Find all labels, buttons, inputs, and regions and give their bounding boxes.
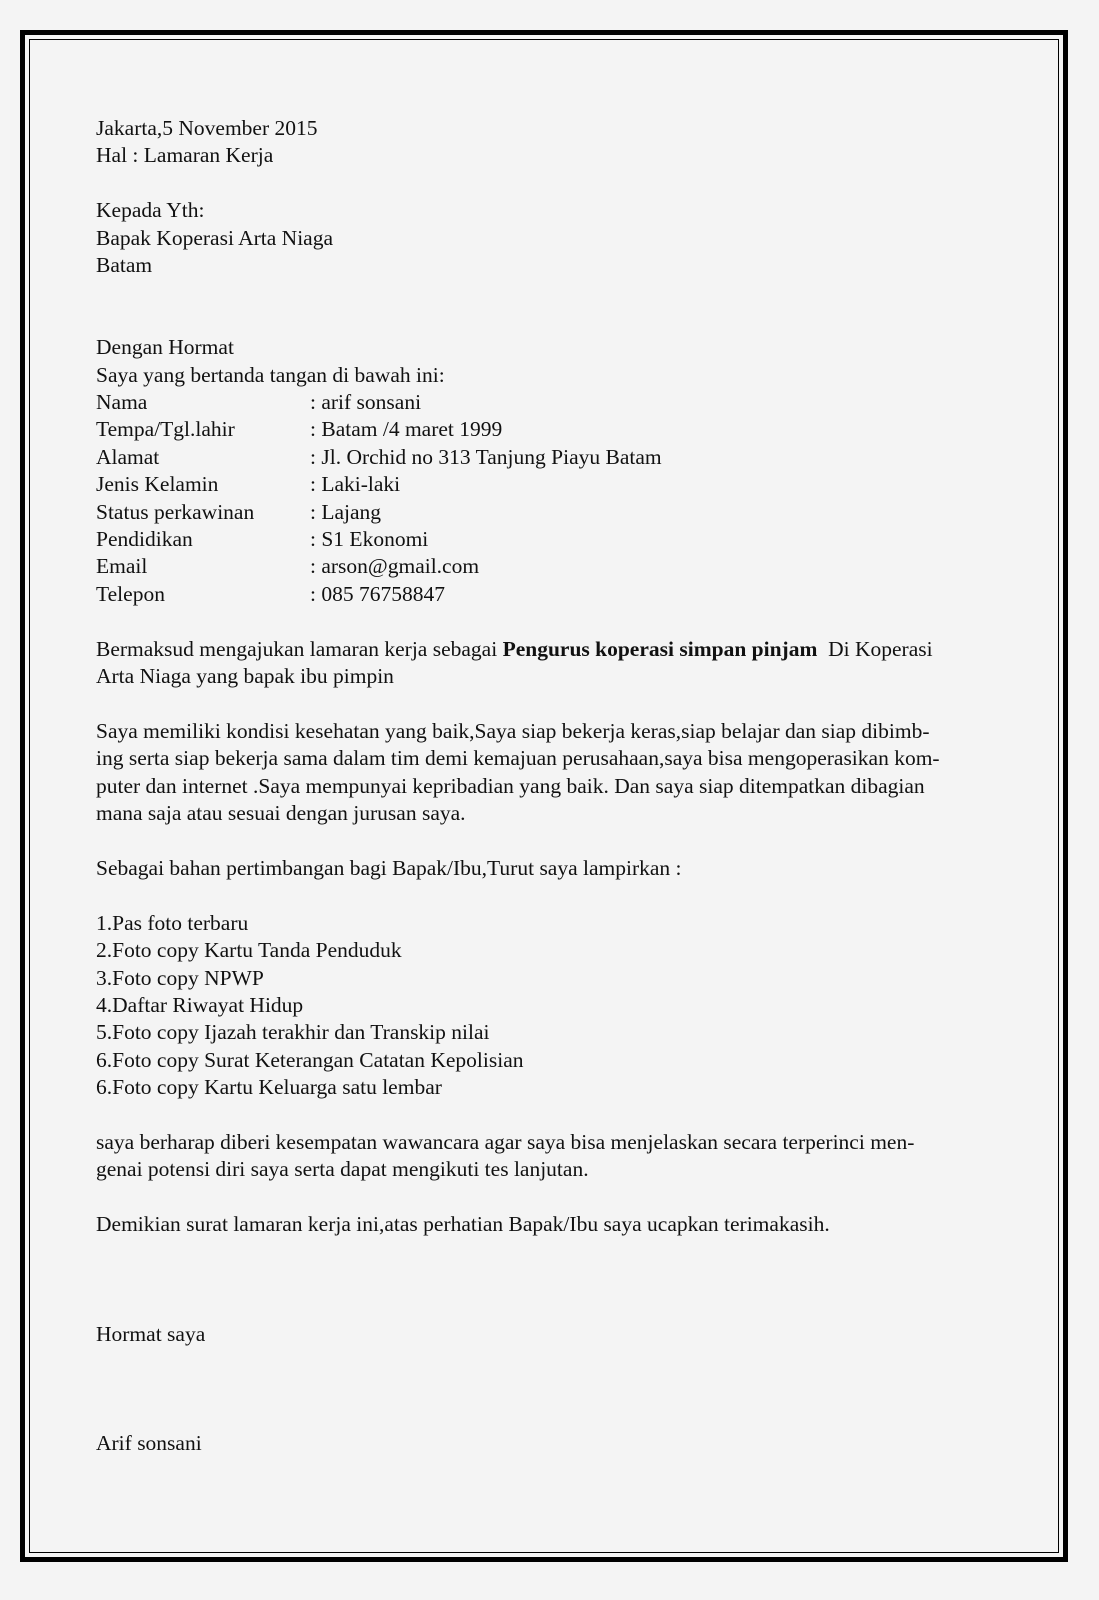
list-item: 6.Foto copy Surat Keterangan Catatan Kepolisian xyxy=(96,1047,524,1072)
identity-value: : 085 76758847 xyxy=(310,581,445,606)
list-item: 4.Daftar Riwayat Hidup xyxy=(96,992,304,1017)
identity-label: Telepon xyxy=(96,581,165,606)
identity-label: Status perkawinan xyxy=(96,499,255,524)
identity-value: : Laki-laki xyxy=(310,472,401,497)
identity-value: : Jl. Orchid no 313 Tanjung Piayu Batam xyxy=(310,444,662,469)
identity-label: Alamat xyxy=(96,444,160,469)
purpose-text-before: Bermaksud mengajukan lamaran kerja sebagai xyxy=(96,636,503,661)
identity-label: Nama xyxy=(96,390,148,415)
qualification-line: puter dan internet .Saya mempunyai kepribadian yang baik. Dan saya siap ditempatkan dibagian xyxy=(96,773,925,798)
identity-row xyxy=(96,553,1031,580)
identity-label: Email xyxy=(96,554,148,579)
hope-line: genai potensi diri saya serta dapat mengikuti tes lanjutan. xyxy=(96,1157,589,1182)
identity-row xyxy=(96,499,1031,526)
purpose-text-line2: Arta Niaga yang bapak ibu pimpin xyxy=(96,664,394,689)
identity-value: : Lajang xyxy=(310,499,382,524)
identity-label: Tempa/Tgl.lahir xyxy=(96,417,235,442)
identity-row xyxy=(96,416,1031,443)
identity-row xyxy=(96,581,1031,608)
list-item: 1.Pas foto terbaru xyxy=(96,910,249,935)
purpose-text-after: Di Koperasi xyxy=(817,636,933,661)
attachments-list xyxy=(96,910,1031,1102)
closing-text: Demikian surat lamaran kerja ini,atas perhatian Bapak/Ibu saya ucapkan terimakasih. xyxy=(96,1212,830,1237)
identity-table xyxy=(96,389,1031,608)
recipient-name: Bapak Koperasi Arta Niaga xyxy=(96,225,334,250)
intro-line: Saya yang bertanda tangan di bawah ini: xyxy=(96,362,445,387)
purpose-paragraph xyxy=(96,636,1031,691)
letter-page xyxy=(20,30,1068,1562)
recipient-city: Batam xyxy=(96,253,153,278)
identity-value: : Batam /4 maret 1999 xyxy=(310,417,503,442)
identity-value: : arif sonsani xyxy=(310,390,422,415)
place-date: Jakarta,5 November 2015 xyxy=(96,116,318,140)
identity-label: Pendidikan xyxy=(96,527,193,552)
qualification-line: ing serta siap bekerja sama dalam tim demi kemajuan perusahaan,saya bisa mengoperasikan kom- xyxy=(96,746,940,771)
qualification-line: mana saja atau sesuai dengan jurusan saya. xyxy=(96,801,466,826)
subject-line: Hal : Lamaran Kerja xyxy=(96,143,274,168)
identity-value: : S1 Ekonomi xyxy=(310,527,429,552)
hope-paragraph xyxy=(96,1129,1031,1184)
identity-row xyxy=(96,389,1031,416)
identity-label: Jenis Kelamin xyxy=(96,472,219,497)
greeting: Dengan Hormat xyxy=(96,335,234,360)
signoff: Hormat saya xyxy=(96,1321,206,1346)
identity-row xyxy=(96,444,1031,471)
list-item: 5.Foto copy Ijazah terakhir dan Transkip nilai xyxy=(96,1020,490,1045)
identity-row xyxy=(96,471,1031,498)
signature-name: Arif sonsani xyxy=(96,1431,202,1456)
list-item: 2.Foto copy Kartu Tanda Penduduk xyxy=(96,938,402,963)
list-item: 3.Foto copy NPWP xyxy=(96,965,264,990)
letter-body xyxy=(96,115,1031,1458)
qualification-paragraph xyxy=(96,718,1031,828)
qualification-line: Saya memiliki kondisi kesehatan yang baik,Saya siap bekerja keras,siap belajar dan siap dibimb- xyxy=(96,718,930,743)
list-item: 6.Foto copy Kartu Keluarga satu lembar xyxy=(96,1075,442,1100)
recipient-salutation: Kepada Yth: xyxy=(96,198,205,223)
identity-value: : arson@gmail.com xyxy=(310,554,480,579)
position-applied: Pengurus koperasi simpan pinjam xyxy=(502,636,818,661)
hope-line: saya berharap diberi kesempatan wawancara agar saya bisa menjelaskan secara terperinci men- xyxy=(96,1129,915,1154)
attachments-intro: Sebagai bahan pertimbangan bagi Bapak/Ibu,Turut saya lampirkan : xyxy=(96,855,682,880)
identity-row xyxy=(96,526,1031,553)
